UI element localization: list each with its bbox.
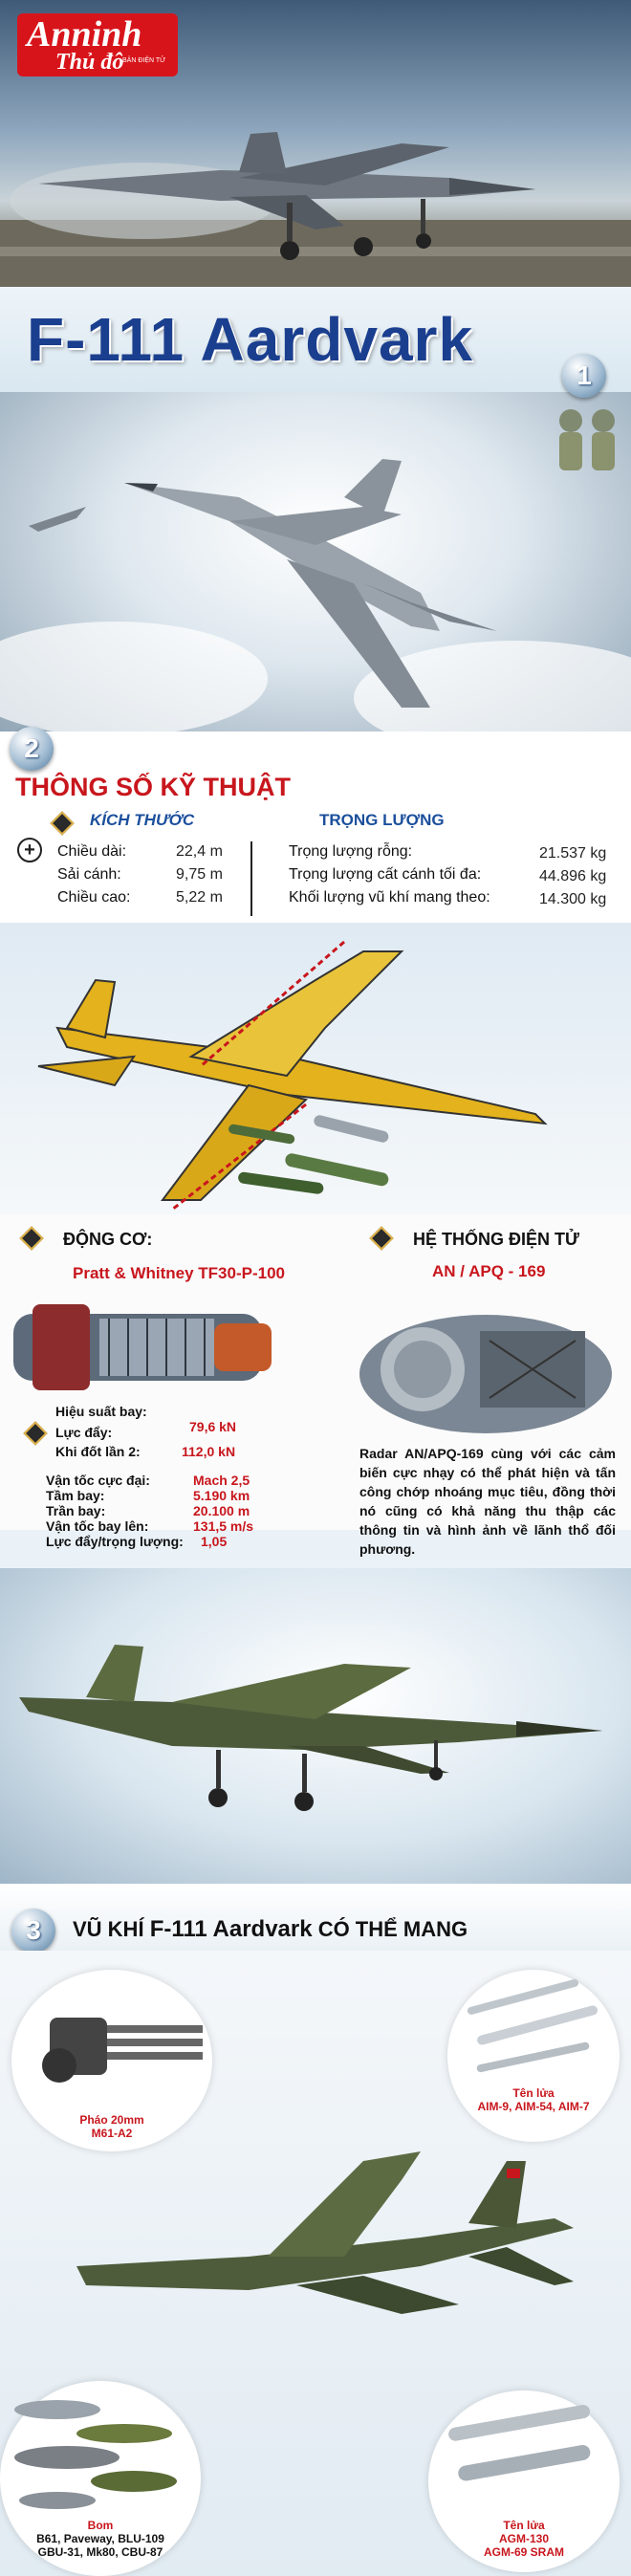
electronics-heading: HỆ THỐNG ĐIỆN TỬ bbox=[413, 1230, 579, 1249]
dimension-label: Sải cánh: bbox=[57, 866, 121, 883]
bombs-caption-1: Bom bbox=[87, 2519, 114, 2532]
newspaper-logo[interactable] bbox=[17, 13, 178, 76]
flight-value: 131,5 m/s bbox=[193, 1518, 254, 1534]
sky-photo-2 bbox=[0, 1568, 631, 1884]
bombs-caption-3: GBU-31, Mk80, CBU-87 bbox=[37, 2545, 163, 2559]
dimension-value: 9,75 m bbox=[176, 866, 223, 883]
pilots-icon bbox=[550, 402, 626, 488]
sky-photo-1 bbox=[0, 392, 631, 736]
bombs-caption bbox=[0, 2519, 201, 2559]
radar-description: Radar AN/APQ-169 cùng với các cảm biến cực nhạy có thể phát hiện và tấn công chớp nhoáng mục tiêu, đồng thời nó cũng có khả năng thu thập các thông tin và hình ảnh về lãnh thổ đối phương. bbox=[359, 1446, 616, 1557]
dimension-value: 5,22 m bbox=[176, 889, 223, 906]
flight-value: Mach 2,5 bbox=[193, 1473, 250, 1488]
weapons-heading-prefix: VŨ KHÍ bbox=[73, 1917, 150, 1941]
missiles-ground-circle bbox=[428, 2390, 620, 2572]
flight-value: 5.190 km bbox=[193, 1488, 250, 1503]
weapons-heading-name: F-111 Aardvark bbox=[149, 1916, 313, 1942]
ground-missiles-caption-3: AGM-69 SRAM bbox=[483, 2545, 564, 2559]
weapons-heading-suffix: CÓ THỂ MANG bbox=[312, 1917, 468, 1941]
weight-heading: TRỌNG LƯỢNG bbox=[319, 811, 445, 829]
flight-label: Vận tốc cực đại: bbox=[46, 1473, 150, 1488]
air-missiles-caption-2: AIM-9, AIM-54, AIM-7 bbox=[477, 2100, 590, 2113]
dimension-value: 22,4 m bbox=[176, 843, 223, 860]
weapons-heading bbox=[73, 1916, 468, 1943]
ground-missiles-image bbox=[428, 2390, 620, 2515]
bombs-image bbox=[0, 2381, 201, 2515]
weight-label: Trọng lượng rỗng: bbox=[289, 843, 413, 860]
air-missiles-caption-1: Tên lửa bbox=[512, 2086, 555, 2100]
electronics-model: AN / APQ - 169 bbox=[432, 1262, 546, 1280]
flight-value: 20.100 m bbox=[193, 1503, 250, 1518]
thrust-label: Khi đốt lần 2: bbox=[55, 1444, 141, 1459]
flight-label: Vận tốc bay lên: bbox=[46, 1518, 149, 1534]
cannon-caption-2: M61-A2 bbox=[91, 2127, 133, 2140]
plus-icon: + bbox=[17, 838, 42, 862]
logo-tagline: BẢN ĐIỆN TỬ bbox=[122, 57, 166, 64]
flight-label: Lực đẩy/trọng lượng: bbox=[46, 1534, 184, 1549]
section-badge-1: 1 bbox=[562, 354, 606, 398]
weight-label: Trọng lượng cất cánh tối đa: bbox=[289, 866, 482, 883]
cutaway-jet-image bbox=[0, 923, 631, 1214]
ground-missiles-caption bbox=[428, 2519, 620, 2559]
air-missiles-image bbox=[447, 1970, 620, 2085]
performance-heading: Hiệu suất bay: bbox=[55, 1404, 147, 1419]
radar-image bbox=[356, 1312, 616, 1436]
engine-heading: ĐỘNG CƠ: bbox=[63, 1230, 153, 1249]
flying-jet-image bbox=[0, 392, 631, 736]
engine-model: Pratt & Whitney TF30-P-100 bbox=[73, 1264, 285, 1282]
flight-label: Tầm bay: bbox=[46, 1488, 105, 1503]
specs-heading: THÔNG SỐ KỸ THUẬT bbox=[15, 773, 291, 801]
weight-label: Khối lượng vũ khí mang theo: bbox=[289, 889, 490, 906]
cannon-caption-1: Pháo 20mm bbox=[79, 2113, 144, 2127]
air-missiles-caption bbox=[447, 2086, 620, 2113]
logo-main-text: Anninh bbox=[27, 14, 142, 55]
camo-jet-image bbox=[0, 1568, 631, 1884]
ground-missiles-caption-1: Tên lửa bbox=[503, 2519, 545, 2532]
bombs-caption-2: B61, Paveway, BLU-109 bbox=[36, 2532, 164, 2545]
thrust-value: 112,0 kN bbox=[182, 1444, 236, 1459]
specs-divider bbox=[250, 841, 252, 916]
logo-sub-text: Thủ đô bbox=[55, 50, 124, 75]
flight-value: 1,05 bbox=[201, 1534, 228, 1549]
weight-value: 14.300 kg bbox=[539, 891, 607, 907]
cannon-image bbox=[11, 1970, 212, 2113]
top-view-jet-image bbox=[57, 2123, 593, 2343]
thrust-value: 79,6 kN bbox=[189, 1419, 237, 1434]
dimensions-heading: KÍCH THƯỚC bbox=[90, 811, 195, 829]
bombs-circle bbox=[0, 2381, 201, 2576]
weight-value: 21.537 kg bbox=[539, 845, 607, 862]
flight-label: Trần bay: bbox=[46, 1503, 106, 1518]
dimension-label: Chiều cao: bbox=[57, 889, 131, 906]
missiles-air-circle bbox=[447, 1970, 620, 2142]
ground-missiles-caption-2: AGM-130 bbox=[498, 2532, 549, 2545]
page-title: F-111 Aardvark bbox=[27, 305, 474, 374]
thrust-label: Lực đẩy: bbox=[55, 1425, 113, 1440]
dimension-label: Chiều dài: bbox=[57, 843, 127, 860]
section-badge-3: 3 bbox=[11, 1909, 55, 1953]
cutaway-diagram bbox=[0, 923, 631, 1214]
weight-value: 44.896 kg bbox=[539, 868, 607, 884]
section-badge-2: 2 bbox=[10, 727, 54, 771]
engine-image bbox=[13, 1295, 281, 1400]
